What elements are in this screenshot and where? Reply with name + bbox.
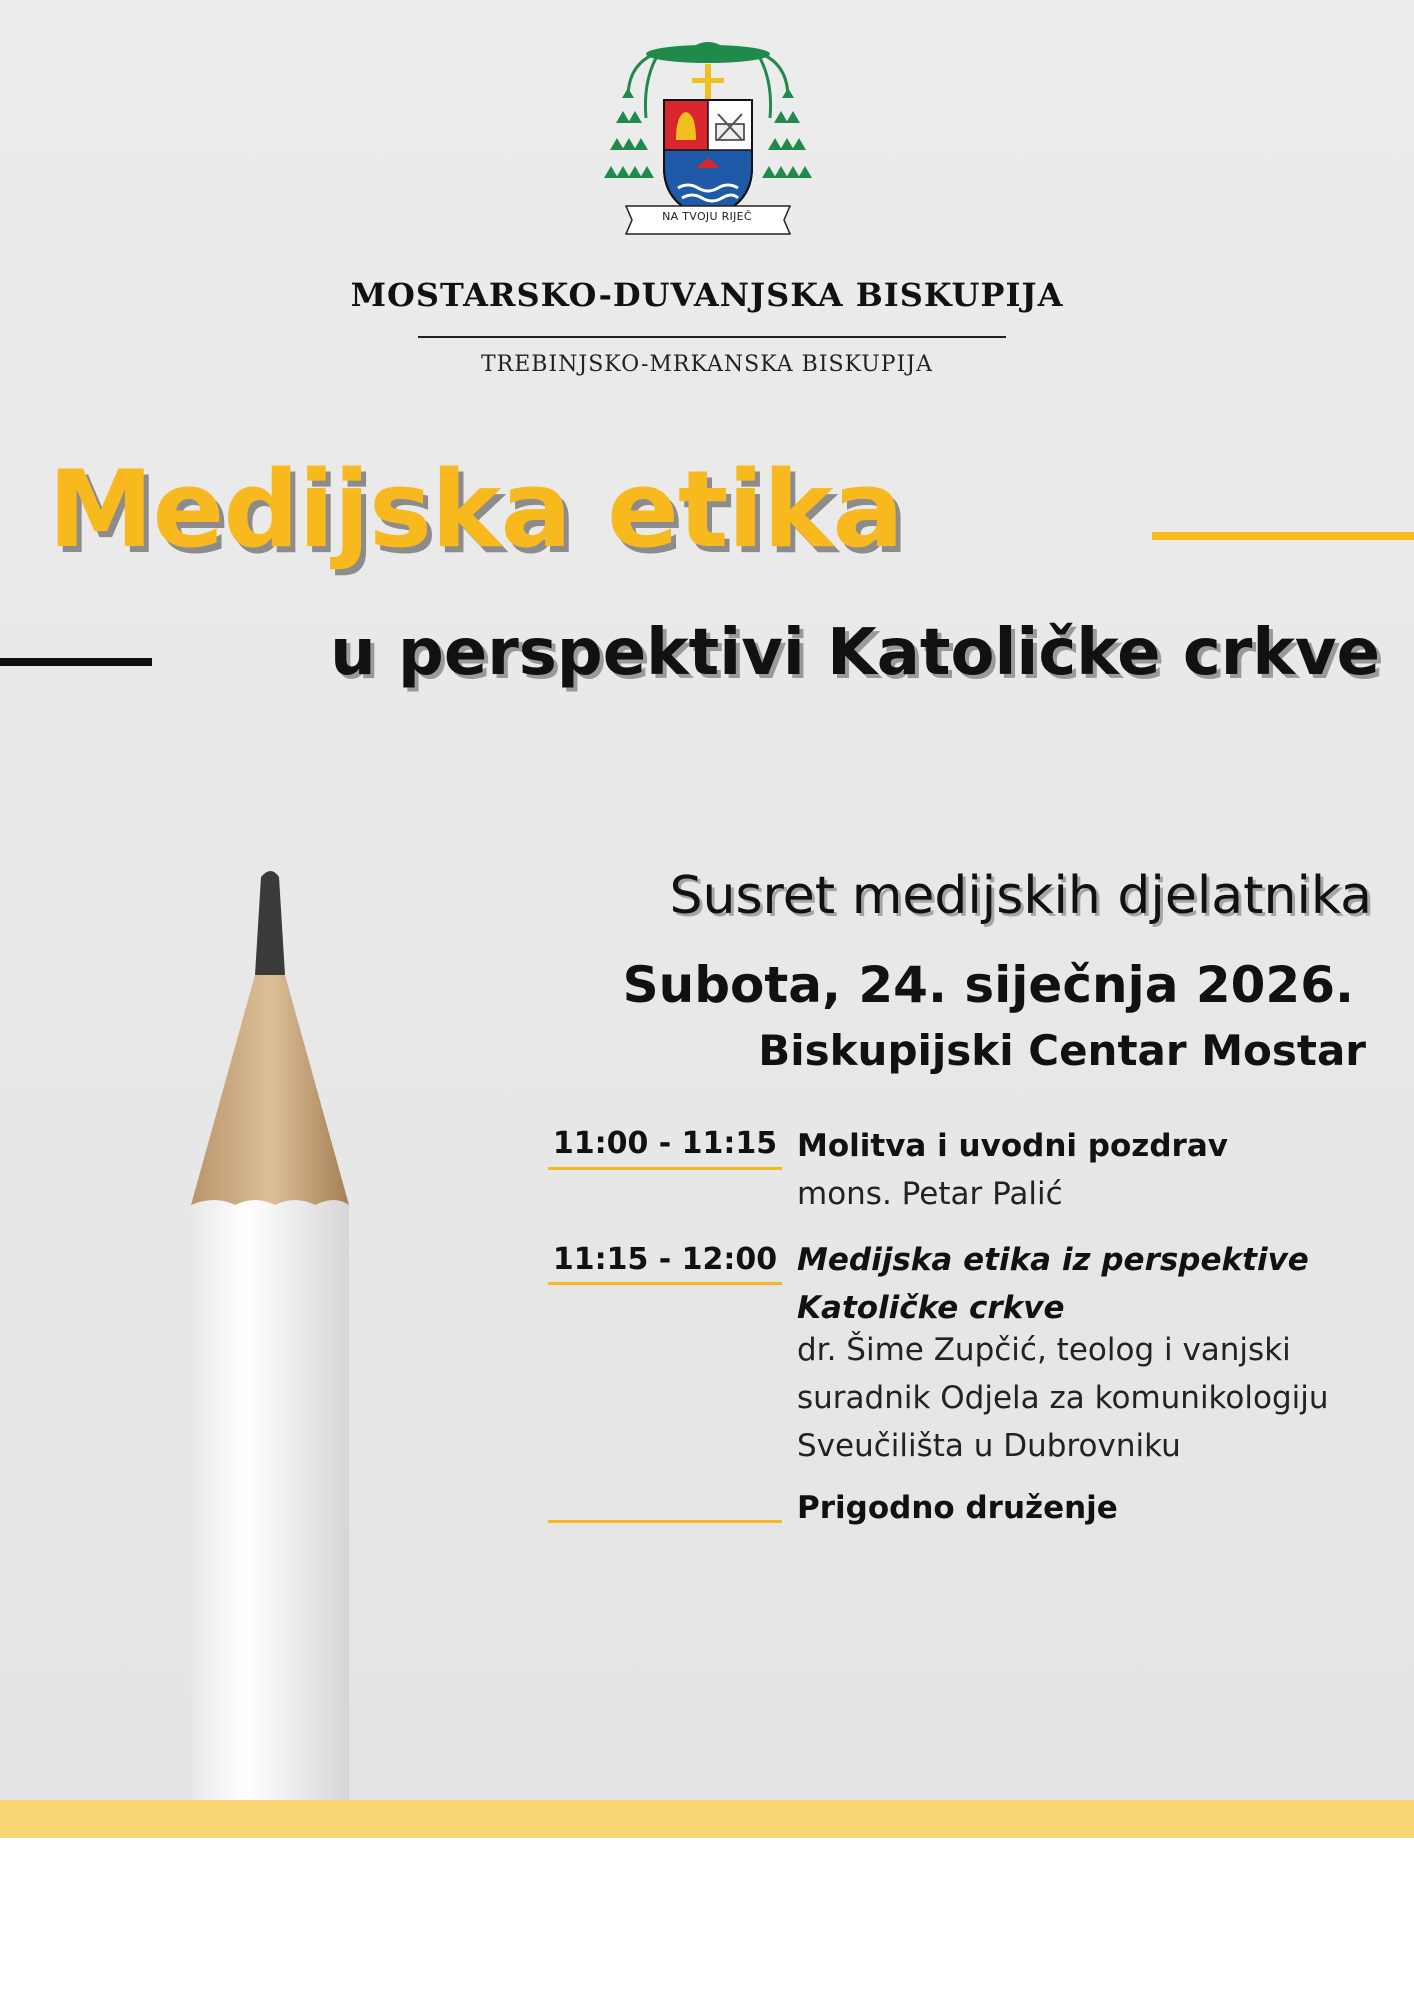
program-speaker: dr. Šime Zupčić, teolog i vanjski suradnik Odjela za komunikologiju Sveučilišta u Dubrovniku	[797, 1332, 1329, 1464]
program-time: 11:00 - 11:15	[552, 1126, 778, 1161]
program-title: Medijska etika iz perspektive Katoličke crkve	[797, 1242, 1309, 1326]
program-title: Prigodno druženje	[797, 1490, 1118, 1526]
bottom-color-band	[0, 1800, 1414, 1838]
pencil-illustration	[185, 865, 355, 1800]
program-time-underline	[548, 1167, 782, 1170]
program-title: Molitva i uvodni pozdrav	[797, 1128, 1228, 1164]
poster-subtitle: u perspektivi Katoličke crkve	[330, 616, 1380, 690]
program-time-underline	[548, 1520, 782, 1523]
subtitle-accent-line	[0, 658, 152, 666]
header-divider	[418, 336, 1006, 338]
program-speaker: mons. Petar Palić	[797, 1176, 1063, 1212]
program-time-underline	[548, 1282, 782, 1285]
event-venue: Biskupijski Centar Mostar	[758, 1026, 1366, 1075]
event-date: Subota, 24. siječnja 2026.	[622, 956, 1354, 1014]
poster-title: Medijska etika	[48, 448, 903, 571]
title-accent-line	[1152, 532, 1414, 540]
program-time: 11:15 - 12:00	[552, 1242, 778, 1277]
event-name: Susret medijskih djelatnika	[669, 866, 1372, 926]
diocese-subtitle: TREBINJSKO-MRKANSKA BISKUPIJA	[480, 352, 933, 377]
crest-motto-banner: NA TVOJU RIJEČ	[662, 210, 752, 223]
diocese-title: MOSTARSKO-DUVANJSKA BISKUPIJA	[350, 276, 1064, 314]
